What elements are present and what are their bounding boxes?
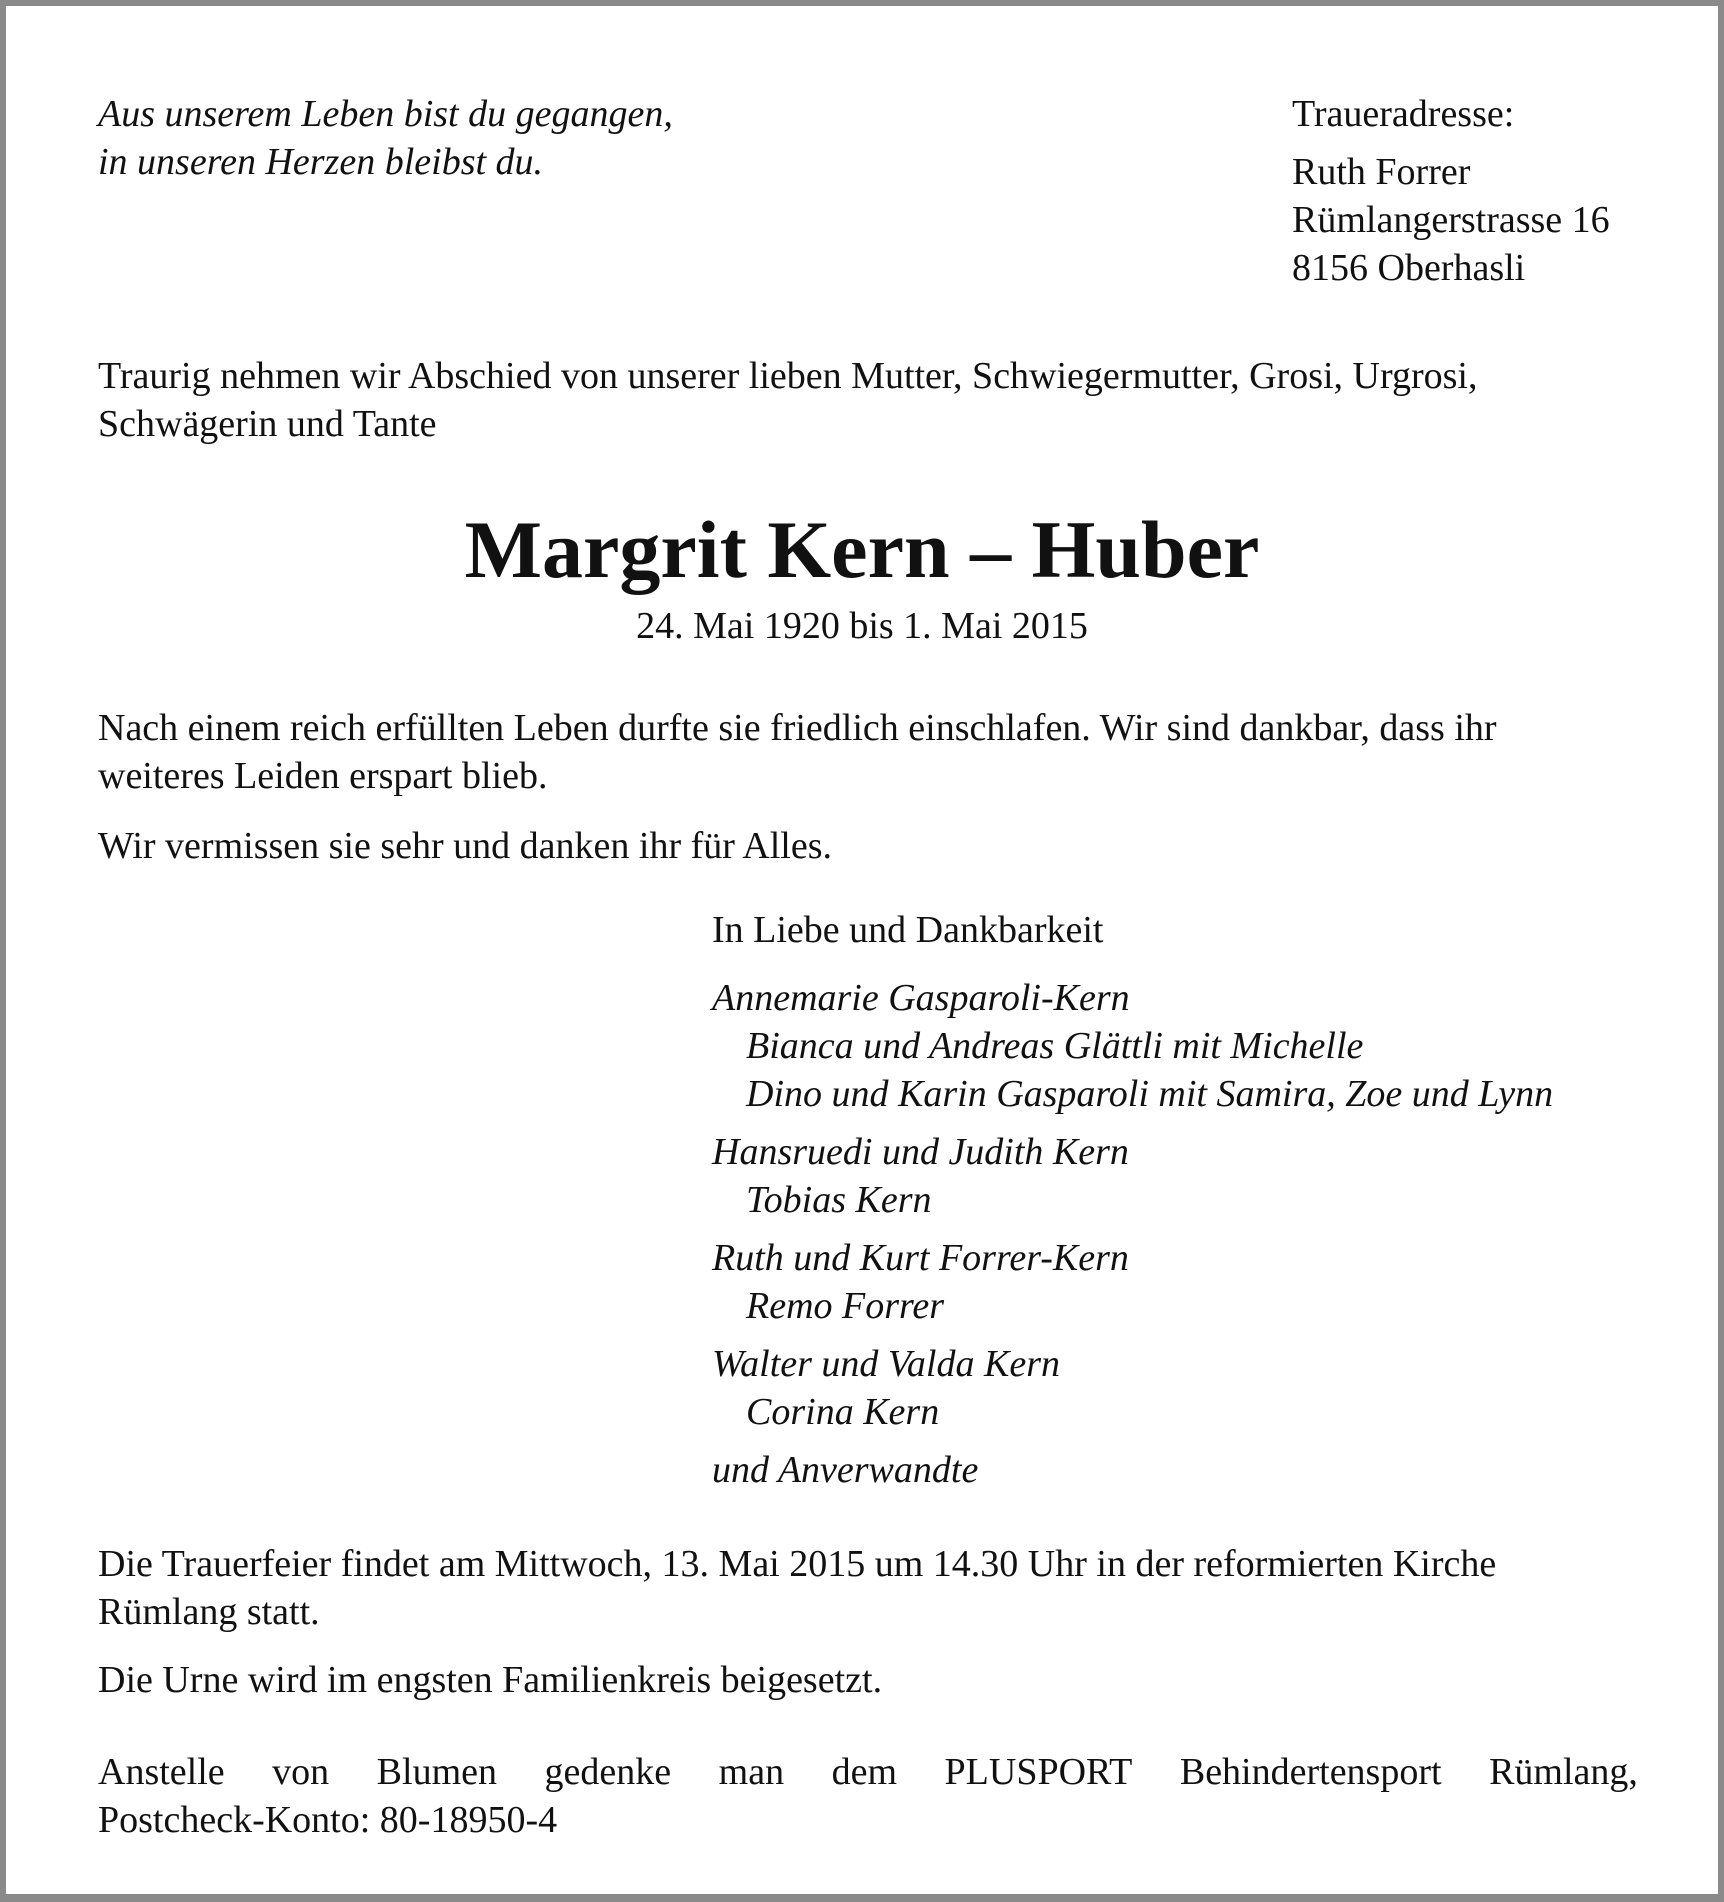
donation-word: Blumen bbox=[376, 1751, 497, 1793]
donation-word: Rümlang, bbox=[1489, 1751, 1638, 1793]
family-member-child: Corina Kern bbox=[746, 1391, 940, 1433]
service-line: Die Trauerfeier findet am Mittwoch, 13. Mai 2015 um 14.30 Uhr in der reformierten Kirche bbox=[98, 1543, 1497, 1585]
family-closing: und Anverwandte bbox=[712, 1449, 979, 1491]
mourning-address bbox=[1292, 90, 1610, 292]
family-member-head: Walter und Valda Kern bbox=[712, 1343, 1060, 1385]
funeral-service-info bbox=[98, 1540, 1638, 1636]
family-member-child: Bianca und Andreas Glättli mit Michelle bbox=[746, 1025, 1364, 1067]
motto-line: in unseren Herzen bleibst du. bbox=[98, 141, 544, 183]
family-group bbox=[712, 1340, 1672, 1436]
address-label: Traueradresse: bbox=[1292, 93, 1515, 135]
donation-word: von bbox=[272, 1751, 330, 1793]
donation-account: Postcheck-Konto: 80-18950-4 bbox=[98, 1799, 558, 1841]
intro-line: Schwägerin und Tante bbox=[98, 403, 437, 445]
paragraph-line: Nach einem reich erfüllten Leben durfte sie friedlich einschlafen. Wir sind dankbar, dass ihr bbox=[98, 707, 1497, 749]
service-line: Rümlang statt. bbox=[98, 1591, 320, 1633]
donation-info bbox=[98, 1748, 1638, 1844]
donation-word: man bbox=[718, 1751, 785, 1793]
family-groups bbox=[712, 974, 1672, 1436]
family-member-head: Ruth und Kurt Forrer-Kern bbox=[712, 1237, 1129, 1279]
donation-word: gedenke bbox=[544, 1751, 672, 1793]
donation-word: dem bbox=[831, 1751, 898, 1793]
address-name: Ruth Forrer bbox=[1292, 151, 1471, 193]
family-member-child: Dino und Karin Gasparoli mit Samira, Zoe und Lynn bbox=[746, 1073, 1554, 1115]
urn-info: Die Urne wird im engsten Familienkreis beigesetzt. bbox=[98, 1659, 883, 1701]
paragraph-gratitude bbox=[98, 704, 1638, 800]
family-member-head: Hansruedi und Judith Kern bbox=[712, 1131, 1129, 1173]
family-group bbox=[712, 1128, 1672, 1224]
donation-word: Behindertensport bbox=[1179, 1751, 1442, 1793]
family-group bbox=[712, 974, 1672, 1118]
life-dates: 24. Mai 1920 bis 1. Mai 2015 bbox=[636, 605, 1088, 647]
family-member-head: Annemarie Gasparoli-Kern bbox=[712, 977, 1130, 1019]
family-member-child: Tobias Kern bbox=[746, 1179, 932, 1221]
family-member-child: Remo Forrer bbox=[746, 1285, 945, 1327]
donation-word: PLUSPORT bbox=[944, 1751, 1133, 1793]
intro-line: Traurig nehmen wir Abschied von unserer lieben Mutter, Schwiegermutter, Grosi, Urgrosi, bbox=[98, 355, 1478, 397]
paragraph-line: weiteres Leiden erspart blieb. bbox=[98, 755, 548, 797]
intro-text bbox=[98, 352, 1638, 448]
family-signatures bbox=[712, 906, 1672, 1494]
motto-line: Aus unserem Leben bist du gegangen, bbox=[98, 93, 673, 135]
deceased-name: Margrit Kern – Huber bbox=[464, 504, 1260, 595]
family-group bbox=[712, 1234, 1672, 1330]
address-city: 8156 Oberhasli bbox=[1292, 247, 1526, 289]
address-street: Rümlangerstrasse 16 bbox=[1292, 199, 1610, 241]
donation-word: Anstelle bbox=[98, 1751, 225, 1793]
paragraph-miss-her: Wir vermissen sie sehr und danken ihr für Alles. bbox=[98, 825, 833, 867]
family-greeting: In Liebe und Dankbarkeit bbox=[712, 909, 1104, 951]
motto-verse bbox=[98, 90, 673, 186]
donation-line bbox=[98, 1748, 1638, 1796]
